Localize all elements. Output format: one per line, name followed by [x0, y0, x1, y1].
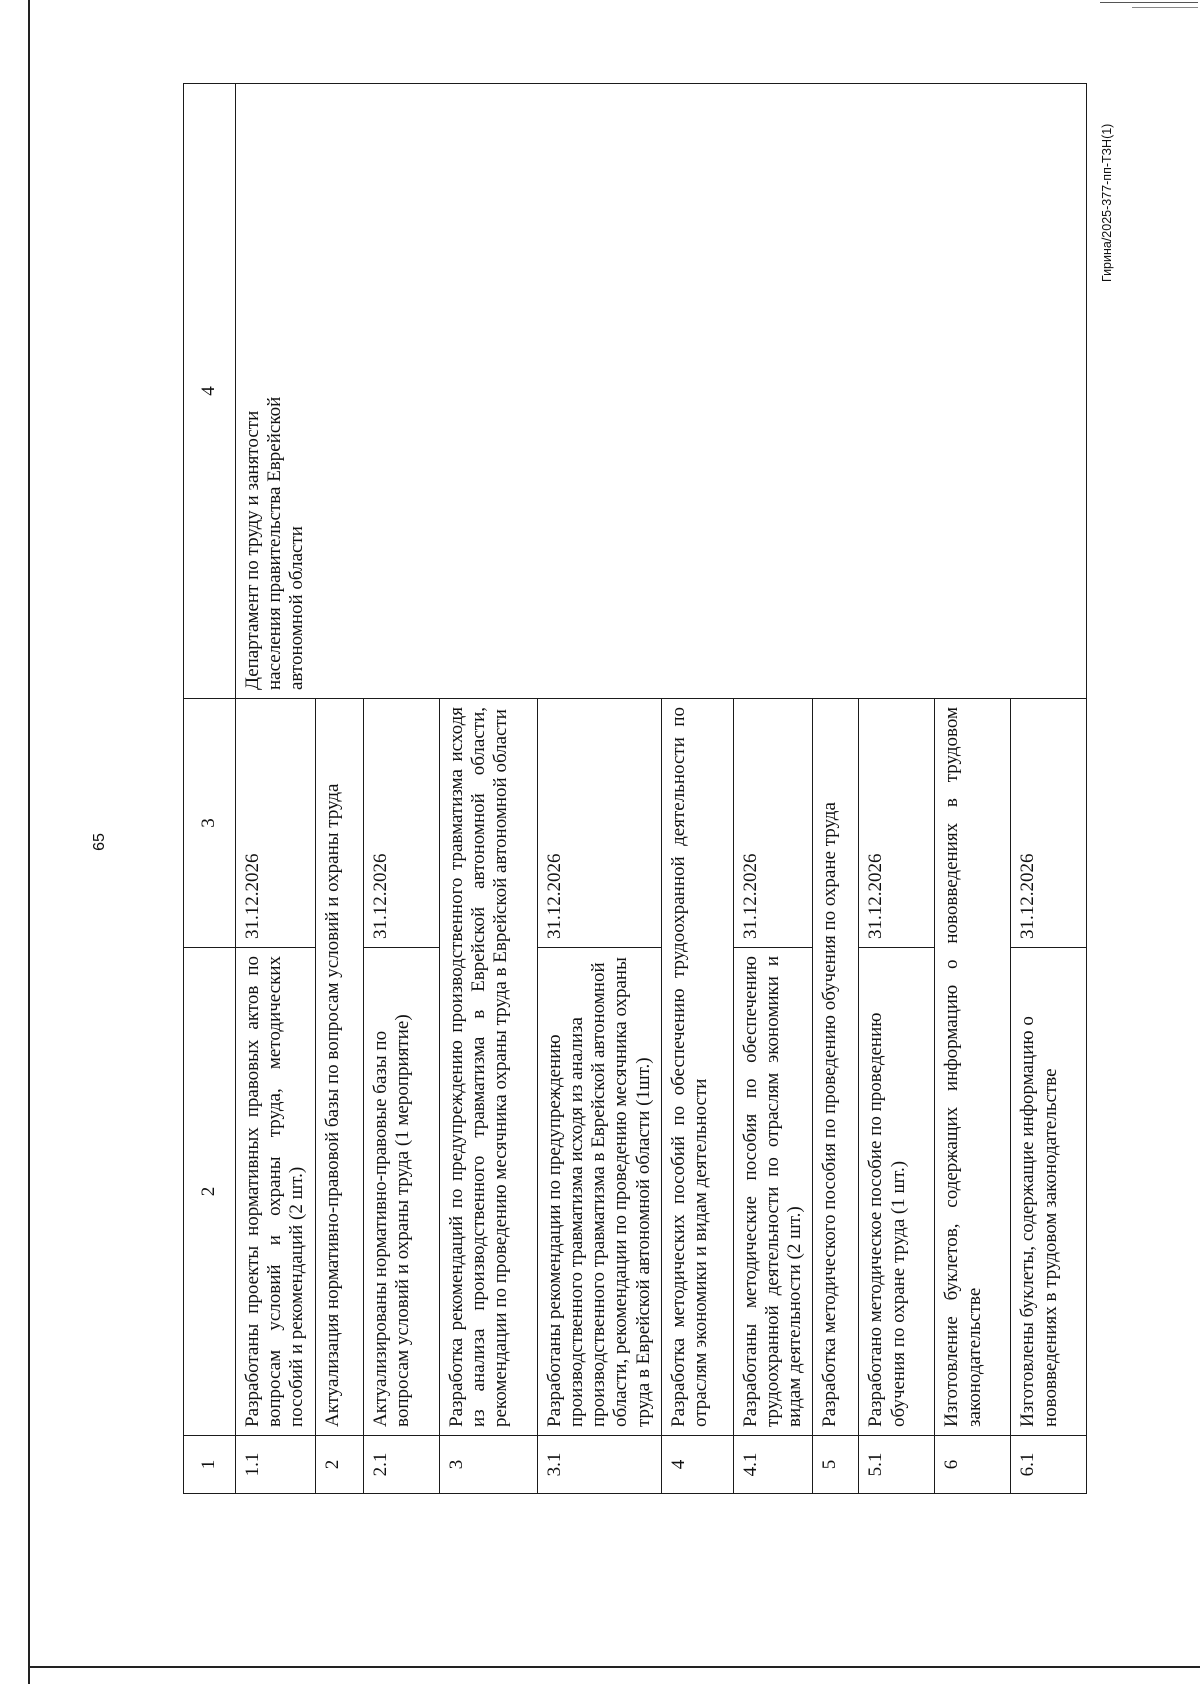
row-text: Разработка методического пособия по проведению обучения по охране труда	[813, 699, 859, 1436]
row-number: 4.1	[733, 1436, 813, 1494]
row-text: Разработаны проекты нормативных правовых актов по вопросам условий и охраны труда, методических пособий и рекомендаций (2 шт.)	[236, 948, 316, 1436]
row-number: 1.1	[236, 1436, 316, 1494]
scan-corner-mark	[1100, 2, 1198, 3]
table-row	[236, 84, 316, 1494]
document-code: Гирина/2025-377-пп-ТЗН(1)	[1100, 123, 1114, 283]
row-number: 4	[661, 1436, 733, 1494]
header-col-3: 3	[184, 699, 236, 948]
scan-edge-left	[28, 0, 30, 1684]
row-text: Разработка методических пособий по обеспечению трудоохранной деятельности по отраслям экономики и видам деятельности	[661, 699, 733, 1436]
row-number: 6.1	[1011, 1436, 1087, 1494]
row-text: Разработано методическое пособие по проведению обучения по охране труда (1 шт.)	[859, 948, 935, 1436]
row-text: Актуализация нормативно-правовой базы по вопросам условий и охраны труда	[315, 699, 363, 1436]
row-number: 2	[315, 1436, 363, 1494]
row-number: 2.1	[363, 1436, 439, 1494]
row-text: Изготовлены буклеты, содержащие информацию о нововведениях в трудовом законодательстве	[1011, 948, 1087, 1436]
row-text: Разработаны рекомендации по предупреждению производственного травматизма исходя из анализа производственного травматизма в Еврейской автономной области, рекомендации по проведению месячника охраны труда в Еврейской автономной области (1шт.)	[537, 948, 661, 1436]
row-text: Разработаны методические пособия по обеспечению трудоохранной деятельности по отраслям экономики и видам деятельности (2 шт.)	[733, 948, 813, 1436]
scan-edge-bottom	[28, 1666, 1200, 1668]
row-text: Изготовление буклетов, содержащих информацию о нововведениях в трудовом законодательстве	[935, 699, 1011, 1436]
responsible-department	[236, 84, 1087, 699]
header-row	[184, 84, 236, 1494]
row-number: 5	[813, 1436, 859, 1494]
responsible-line-1: Департамент по труду и занятости	[242, 410, 263, 690]
header-col-4: 4	[184, 84, 236, 699]
row-date: 31.12.2026	[537, 699, 661, 948]
scan-corner-mark-2	[1132, 7, 1198, 8]
responsible-line-2: населения правительства Еврейской	[264, 396, 286, 690]
activities-table	[183, 83, 1087, 1494]
row-number: 3.1	[537, 1436, 661, 1494]
row-date: 31.12.2026	[733, 699, 813, 948]
header-col-1: 1	[184, 1436, 236, 1494]
row-number: 6	[935, 1436, 1011, 1494]
row-number: 3	[439, 1436, 537, 1494]
row-text: Разработка рекомендаций по предупреждению производственного травматизма исходя из анализа производственного травматизма в Еврейской автономной области, рекомендации по проведению месячника охраны труда в Еврейской автономной области	[439, 699, 537, 1436]
header-col-2: 2	[184, 948, 236, 1436]
row-date: 31.12.2026	[859, 699, 935, 948]
responsible-line-3: автономной области	[286, 526, 308, 690]
row-date: 31.12.2026	[236, 699, 316, 948]
page-number: 65	[91, 833, 108, 851]
rotated-table-container	[183, 84, 1061, 1494]
row-number: 5.1	[859, 1436, 935, 1494]
row-text: Актуализированы нормативно-правовые базы по вопросам условий и охраны труда (1 мероприятие)	[363, 948, 439, 1436]
row-date: 31.12.2026	[1011, 699, 1087, 948]
row-date: 31.12.2026	[363, 699, 439, 948]
